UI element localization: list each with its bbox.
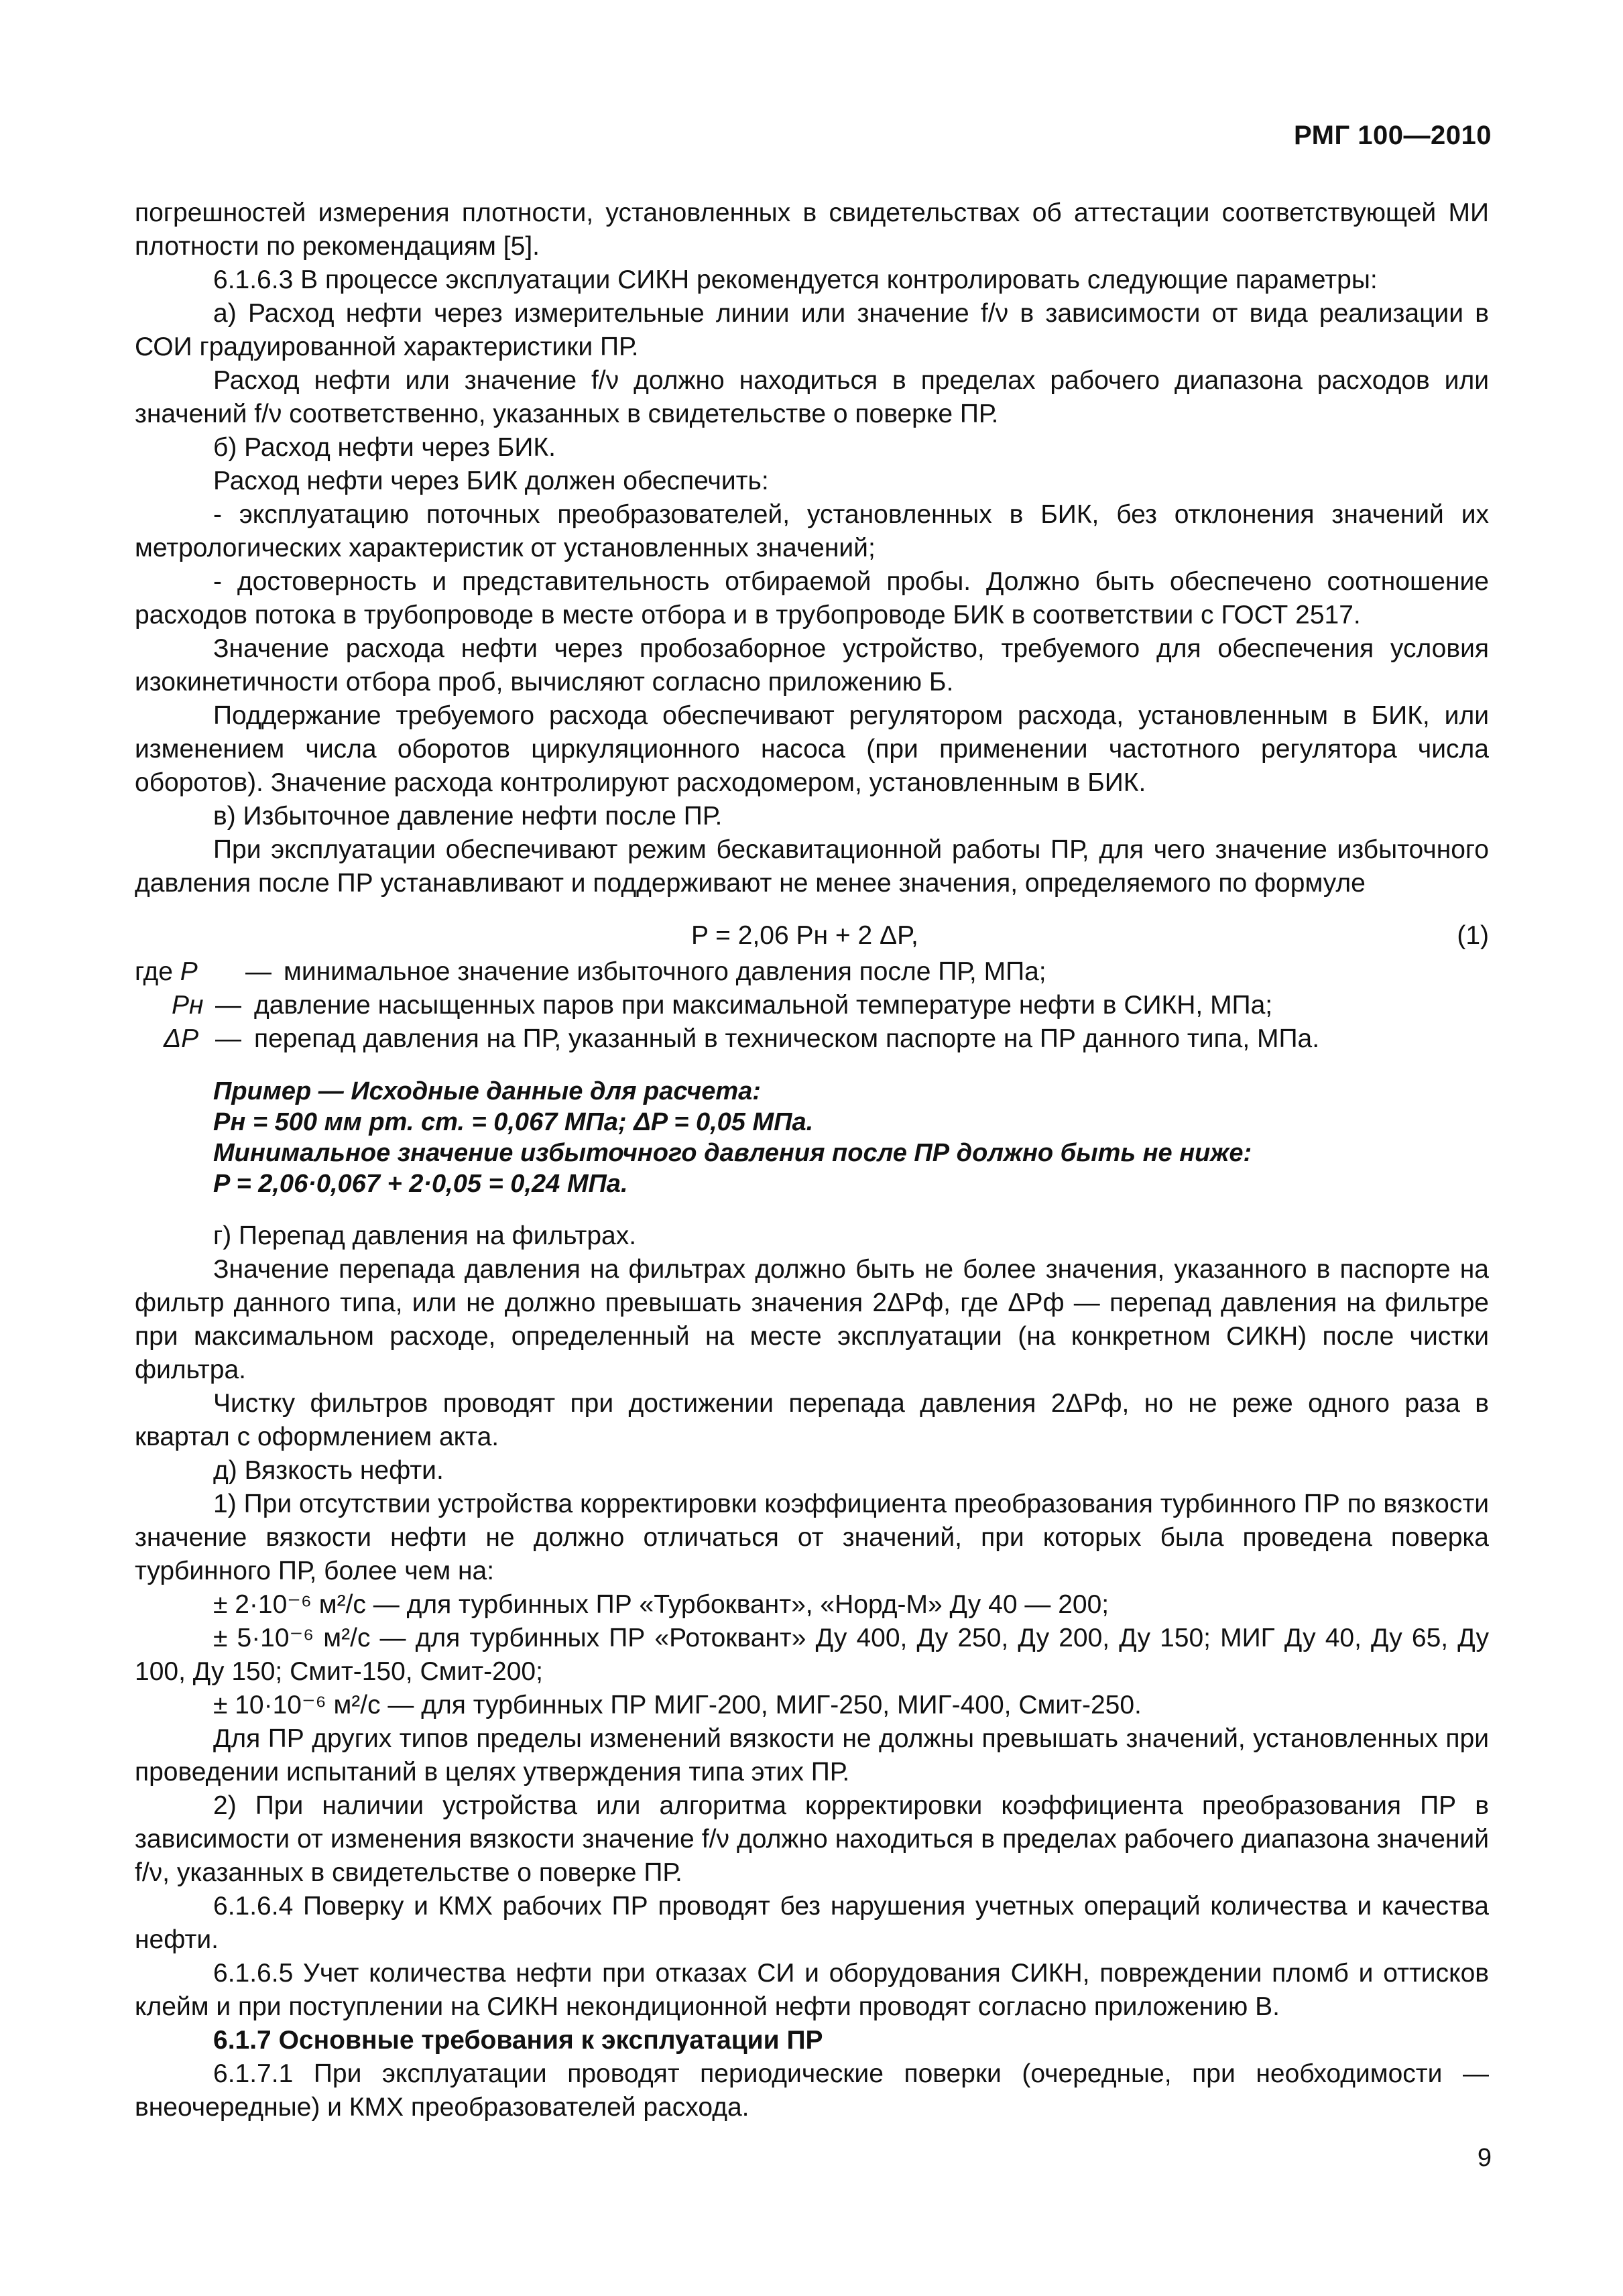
- paragraph: 6.1.6.3 В процессе эксплуатации СИКН рекомендуется контролировать следующие параметры:: [213, 265, 1378, 294]
- paragraph: Чистку фильтров проводят при достижении перепада давления 2ΔPф, но не реже одного раза в квартал с оформлением акта.: [135, 1389, 1489, 1451]
- formula-expression: P = 2,06 Pн + 2 ΔP,: [691, 921, 918, 950]
- example-line: P = 2,06·0,067 + 2·0,05 = 0,24 МПа.: [213, 1170, 628, 1198]
- paragraph: Расход нефти через БИК должен обеспечить:: [213, 467, 769, 495]
- paragraph: Расход нефти или значение f/ν должно находиться в пределах рабочего диапазона расходов или значений f/ν соответственно, указанных в свидетельстве о поверке ПР.: [135, 366, 1489, 428]
- page-number: 9: [1477, 2144, 1492, 2172]
- variable-dash: —: [245, 957, 272, 986]
- paragraph: ± 2·10⁻⁶ м²/с — для турбинных ПР «Турбоквант», «Норд-М» Ду 40 — 200;: [213, 1590, 1109, 1619]
- formula-number: (1): [1457, 921, 1489, 950]
- variable-row: [135, 955, 1489, 989]
- variable-row: [135, 1022, 1489, 1056]
- variable-prefix: где: [135, 957, 173, 986]
- paragraph: г) Перепад давления на фильтрах.: [213, 1221, 637, 1250]
- paragraph: а) Расход нефти через измерительные линии или значение f/ν в зависимости от вида реализации в СОИ градуированной характеристики ПР.: [135, 299, 1489, 361]
- variable-symbol: ΔP: [164, 1024, 199, 1053]
- example-line: Минимальное значение избыточного давления после ПР должно быть не ниже:: [213, 1139, 1252, 1167]
- variable-symbol: P: [180, 957, 198, 986]
- variable-description: минимальное значение избыточного давления после ПР, МПа;: [284, 957, 1046, 986]
- paragraph: ± 5·10⁻⁶ м²/с — для турбинных ПР «Ротоквант» Ду 400, Ду 250, Ду 200, Ду 150; МИГ Ду 40, Ду 65, Ду 100, Ду 150; Смит-150, Смит-200;: [135, 1624, 1489, 1686]
- formula-1: [135, 919, 1489, 954]
- paragraph: 1) При отсутствии устройства корректировки коэффициента преобразования турбинного ПР по вязкости значение вязкости нефти не должно отличаться от значений, при которых была проведена поверка турбинного ПР, более чем на:: [135, 1490, 1489, 1585]
- paragraph: - достоверность и представительность отбираемой пробы. Должно быть обеспечено соотношение расходов потока в трубопроводе в месте отбора и в трубопроводе БИК в соответствии с ГОСТ 2517.: [135, 567, 1489, 629]
- variable-dash: —: [215, 991, 241, 1020]
- paragraph: Значение перепада давления на фильтрах должно быть не более значения, указанного в паспорте на фильтр данного типа, или не должно превышать значения 2ΔPф, где ΔPф — перепад давления на фильтре при максимальном расходе, определенный на месте эксплуатации (на конкретном СИКН) после чистки фильтра.: [135, 1255, 1489, 1384]
- paragraph: д) Вязкость нефти.: [213, 1456, 444, 1485]
- variable-list: [135, 955, 1489, 1056]
- document-id-header: РМГ 100—2010: [1294, 121, 1492, 150]
- variable-description: давление насыщенных паров при максимальной температуре нефти в СИКН, МПа;: [254, 991, 1273, 1020]
- section-heading: 6.1.7 Основные требования к эксплуатации ПР: [213, 2026, 823, 2055]
- paragraph: 2) При наличии устройства или алгоритма корректировки коэффициента преобразования ПР в зависимости от изменения вязкости значение f/ν должно находиться в пределах рабочего диапазона значений f/ν, указанных в свидетельстве о поверке ПР.: [135, 1791, 1489, 1887]
- paragraph: б) Расход нефти через БИК.: [213, 433, 556, 462]
- paragraph: в) Избыточное давление нефти после ПР.: [213, 802, 723, 831]
- paragraph: Значение расхода нефти через пробозаборное устройство, требуемого для обеспечения условия изокинетичности отбора проб, вычисляют согласно приложению Б.: [135, 634, 1489, 697]
- paragraph: Поддержание требуемого расхода обеспечивают регулятором расхода, установленным в БИК, или изменением числа оборотов циркуляционного насоса (при применении частотного регулятора числа оборотов). Значение расхода контролируют расходомером, установленным в БИК.: [135, 701, 1489, 797]
- variable-description: перепад давления на ПР, указанный в техническом паспорте на ПР данного типа, МПа.: [254, 1024, 1320, 1053]
- example-line: Pн = 500 мм рт. ст. = 0,067 МПа; ΔP = 0,05 МПа.: [213, 1108, 814, 1136]
- paragraph: 6.1.6.5 Учет количества нефти при отказах СИ и оборудования СИКН, повреждении пломб и оттисков клейм и при поступлении на СИКН некондиционной нефти проводят согласно приложению В.: [135, 1959, 1489, 2021]
- example-block: [213, 1076, 1489, 1199]
- variable-row: [135, 989, 1489, 1022]
- page-body: [135, 196, 1489, 2124]
- paragraph: 6.1.7.1 При эксплуатации проводят периодические поверки (очередные, при необходимости — внеочередные) и КМХ преобразователей расхода.: [135, 2059, 1489, 2122]
- variable-dash: —: [215, 1024, 241, 1053]
- paragraph: Для ПР других типов пределы изменений вязкости не должны превышать значений, установленных при проведении испытаний в целях утверждения типа этих ПР.: [135, 1724, 1489, 1787]
- paragraph: При эксплуатации обеспечивают режим бескавитационной работы ПР, для чего значение избыточного давления после ПР устанавливают и поддерживают не менее значения, определяемого по формуле: [135, 835, 1489, 898]
- variable-symbol: Pн: [172, 991, 204, 1020]
- example-line: Пример — Исходные данные для расчета:: [213, 1077, 761, 1105]
- paragraph: - эксплуатацию поточных преобразователей, установленных в БИК, без отклонения значений их метрологических характеристик от установленных значений;: [135, 500, 1489, 562]
- paragraph: ± 10·10⁻⁶ м²/с — для турбинных ПР МИГ-200, МИГ-250, МИГ-400, Смит-250.: [213, 1691, 1142, 1719]
- paragraph: 6.1.6.4 Поверку и КМХ рабочих ПР проводят без нарушения учетных операций количества и качества нефти.: [135, 1892, 1489, 1954]
- paragraph: погрешностей измерения плотности, установленных в свидетельствах об аттестации соответствующей МИ плотности по рекомендациям [5].: [135, 198, 1489, 261]
